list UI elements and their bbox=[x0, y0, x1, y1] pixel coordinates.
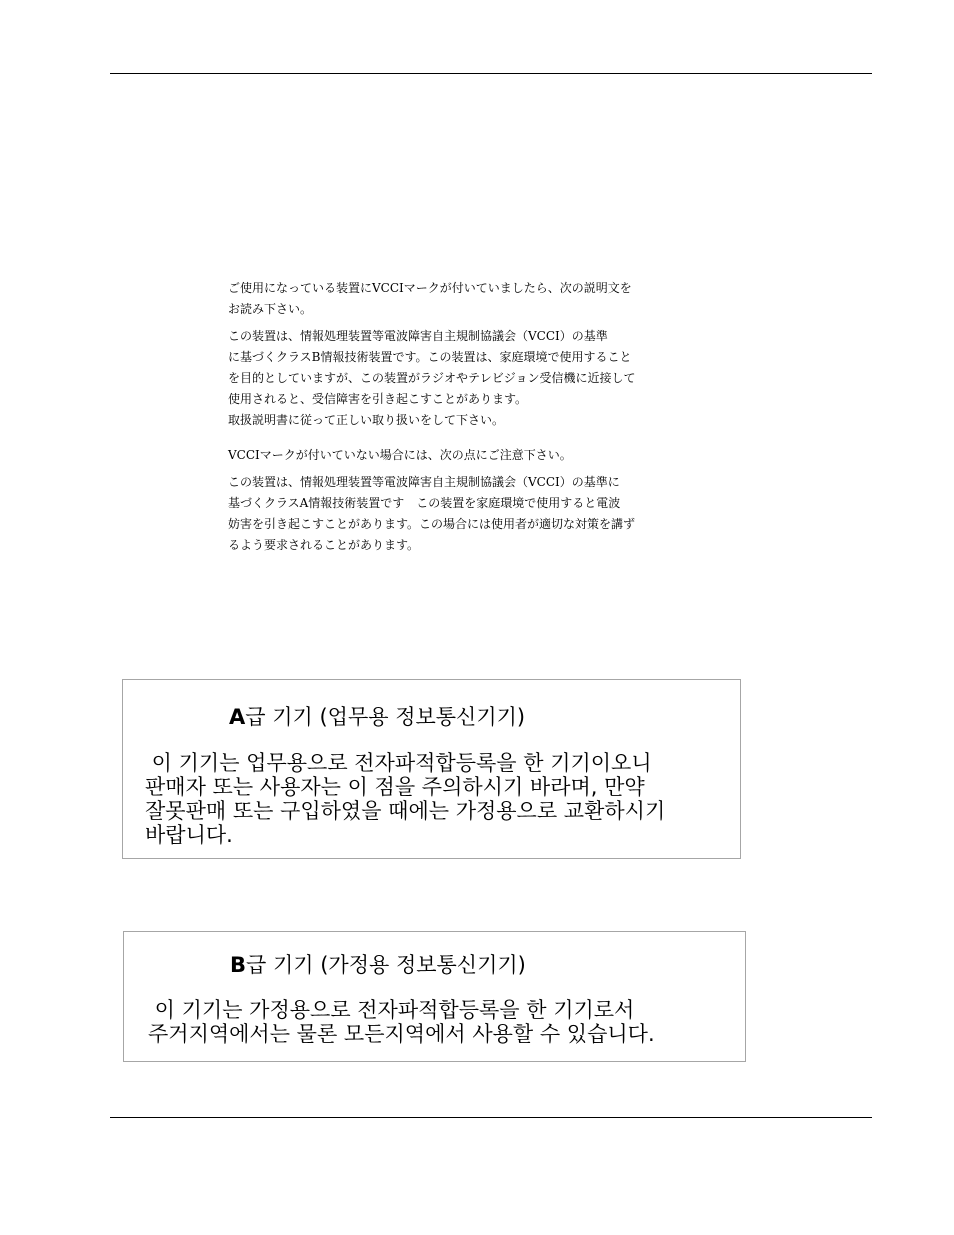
vcci-no-mark-intro-text: VCCIマークが付いていない場合には、次の点にご注意下さい。 bbox=[228, 448, 572, 462]
class-b-title-text: 급 기기 (가정용 정보통신기기) bbox=[246, 953, 526, 977]
class-letter-a: A bbox=[229, 705, 246, 729]
korean-class-a-title bbox=[229, 704, 525, 730]
vcci-intro-text: ご使用になっている装置にVCCIマークが付いていましたら、次の説明文を お読み下さい。 bbox=[228, 281, 632, 316]
vcci-class-a-text: この装置は、情報処理装置等電波障害自主規制協議会（VCCI）の基準に 基づくクラスA情報技術装置です この装置を家庭環境で使用すると電波 妨害を引き起こすことがあります。この場合には使用者が適切な対策を講ず るよう要求されることがあります。 bbox=[228, 475, 636, 552]
korean-class-a-box bbox=[122, 679, 741, 859]
korean-class-a-body: 이 기기는 업무용으로 전자파적합등록을 한 기기이오니 판매자 또는 사용자는 이 점을 주의하시기 바라며, 만약 잘못판매 또는 구입하였을 때에는 가정용으로 교환하시기 바랍니다. bbox=[145, 751, 666, 847]
korean-class-b-title bbox=[230, 952, 526, 978]
header-rule bbox=[110, 73, 872, 74]
class-a-title-text: 급 기기 (업무용 정보통신기기) bbox=[245, 705, 526, 729]
korean-class-b-body: 이 기기는 가정용으로 전자파적합등록을 한 기기로서 주거지역에서는 물론 모든지역에서 사용할 수 있습니다. bbox=[148, 998, 655, 1046]
vcci-japanese-notice bbox=[228, 278, 708, 556]
korean-class-b-box bbox=[123, 931, 746, 1062]
class-letter-b: B bbox=[230, 953, 247, 977]
vcci-class-b-text: この装置は、情報処理装置等電波障害自主規制協議会（VCCI）の基準 に基づくクラスB情報技術装置です。この装置は、家庭環境で使用すること を目的としていますが、この装置がラジオやテレビジョン受信機に近接して 使用されると、受信障害を引き起こすことがあります。 取扱説明書に従って正しい取り扱いをして下さい。 bbox=[228, 329, 636, 427]
footer-rule bbox=[110, 1117, 872, 1118]
